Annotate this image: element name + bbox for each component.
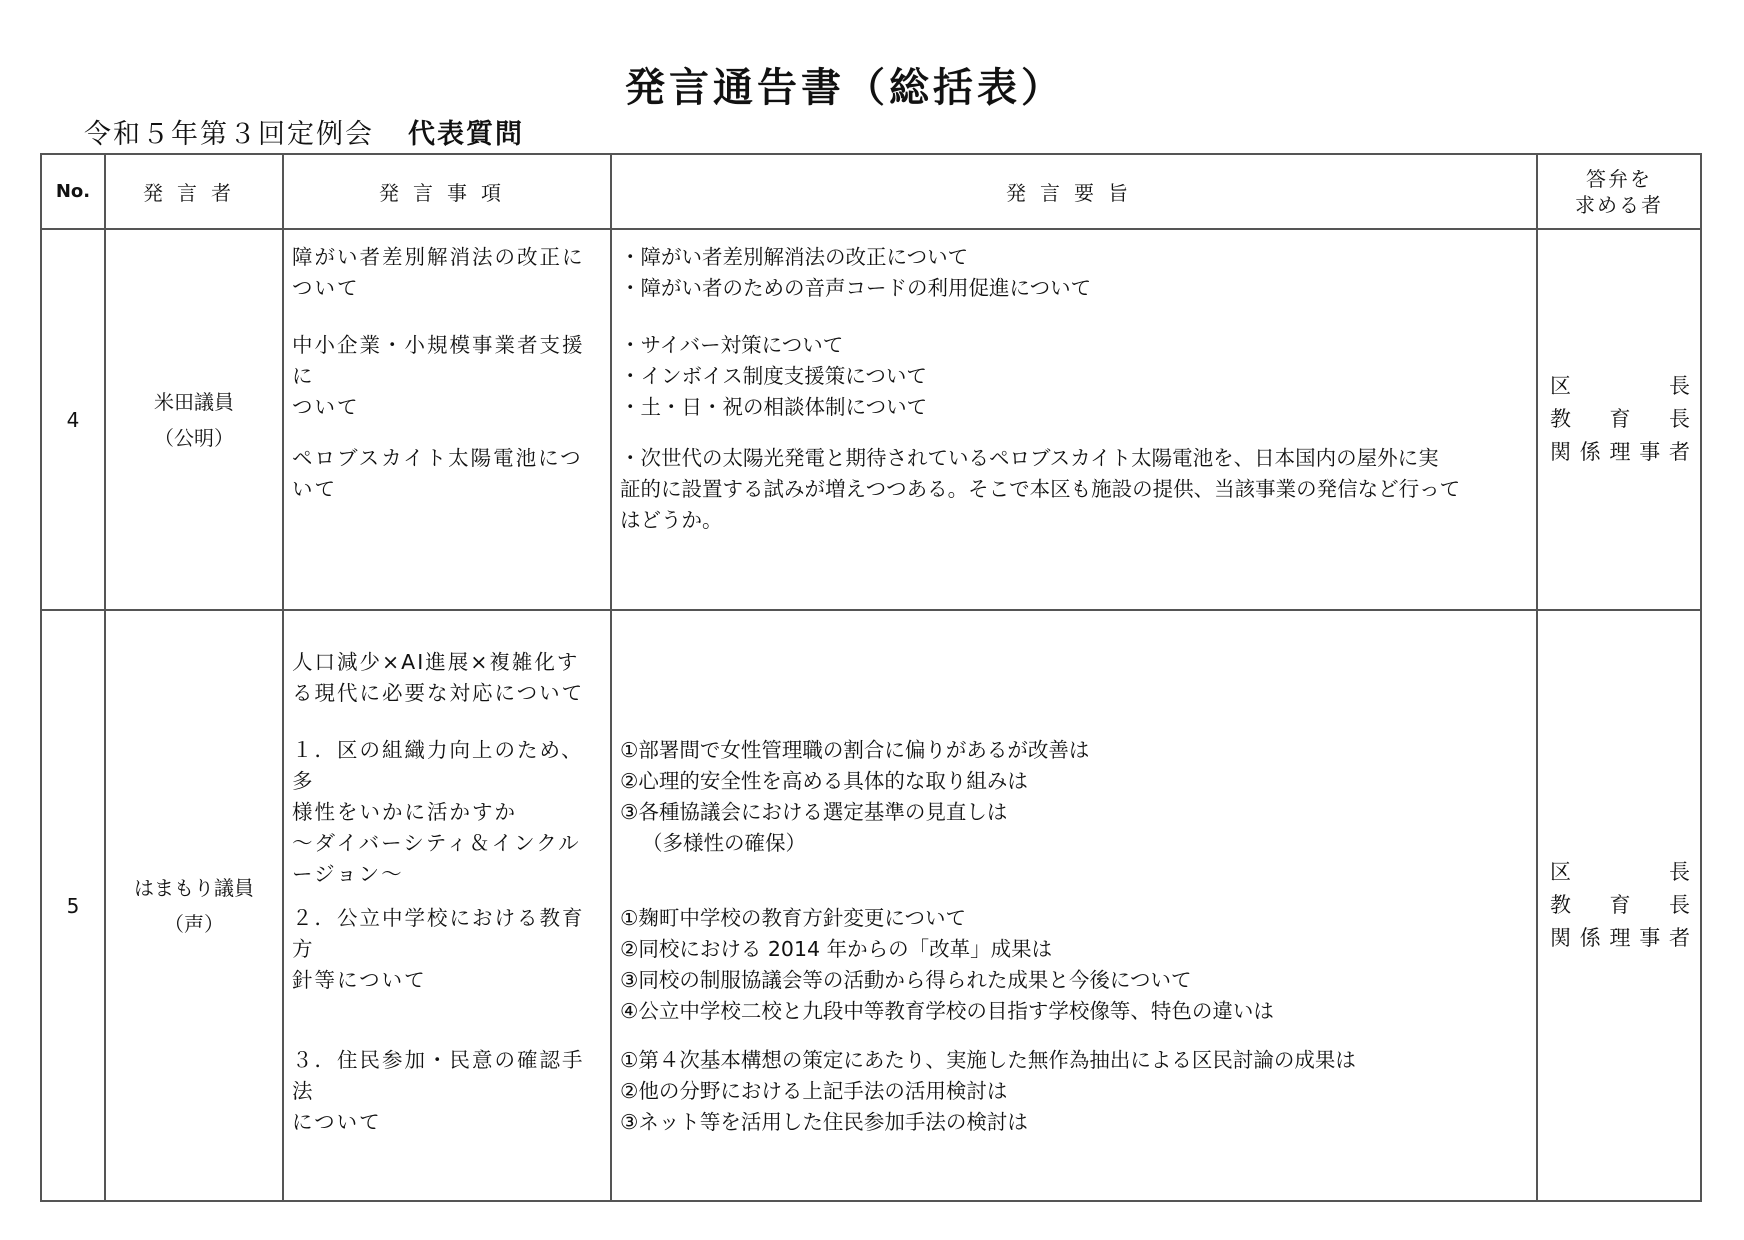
summary-line: ③各種協議会における選定基準の見直しは bbox=[620, 800, 1008, 824]
header-speaker: 発言者 bbox=[105, 154, 283, 229]
items-cell bbox=[283, 229, 611, 610]
session-label: 令和５年第３回定例会 bbox=[84, 119, 374, 150]
speaker-party: （公明） bbox=[154, 425, 234, 450]
question-kind-label: 代表質問 bbox=[408, 119, 524, 150]
items-cell bbox=[283, 610, 611, 1201]
speech-item: ３．住民参加・民意の確認手法 について bbox=[292, 1048, 585, 1134]
speech-item: 人口減少×AI進展×複雑化す る現代に必要な対応について bbox=[292, 650, 585, 705]
summary-group bbox=[620, 443, 1530, 536]
summary-group bbox=[620, 330, 1530, 443]
header-summary: 発言要旨 bbox=[611, 154, 1537, 229]
summary-line: ・障がい者差別解消法の改正について bbox=[620, 245, 969, 269]
respondents-cell bbox=[1537, 610, 1701, 1201]
respondent-mayor: 区 長 bbox=[1550, 374, 1690, 398]
speaker-party: （声） bbox=[164, 911, 224, 936]
speech-item: ペロブスカイト太陽電池につ いて bbox=[292, 446, 583, 501]
summary-line: ①部署間で女性管理職の割合に偏りがあるが改善は bbox=[620, 738, 1090, 762]
respondent-mayor: 区 長 bbox=[1550, 860, 1690, 884]
respondent-directors: 関 係 理 事 者 bbox=[1550, 440, 1690, 464]
summary-line: ・サイバー対策について bbox=[620, 333, 844, 357]
summary-cell bbox=[611, 610, 1537, 1201]
summary-line: ・インボイス制度支援策について bbox=[620, 364, 927, 388]
summary-line: ②心理的安全性を高める具体的な取り組みは bbox=[620, 769, 1028, 793]
summary-spacer bbox=[620, 647, 1530, 735]
summary-line: はどうか。 bbox=[620, 508, 723, 532]
summary-group bbox=[620, 903, 1530, 1045]
row-number: 4 bbox=[41, 229, 105, 610]
header-no: No. bbox=[41, 154, 105, 229]
header-items: 発言事項 bbox=[283, 154, 611, 229]
summary-line: ②同校における 2014 年からの「改革」成果は bbox=[620, 937, 1053, 961]
speaker-cell bbox=[105, 229, 283, 610]
document-subtitle bbox=[84, 112, 524, 151]
summary-group bbox=[620, 735, 1530, 903]
summary-line: 証的に設置する試みが増えつつある。そこで本区も施設の提供、当該事業の発信など行って bbox=[620, 477, 1461, 501]
speech-item: ２．公立中学校における教育方 針等について bbox=[292, 906, 585, 992]
summary-line: ④公立中学校二校と九段中等教育学校の目指す学校像等、特色の違いは bbox=[620, 999, 1274, 1023]
respondent-superintendent: 教 育 長 bbox=[1550, 893, 1690, 917]
speaker-name: はまもり議員 bbox=[134, 875, 254, 900]
summary-group bbox=[620, 1045, 1530, 1138]
speaker-name: 米田議員 bbox=[154, 389, 234, 414]
summary-line: ②他の分野における上記手法の活用検討は bbox=[620, 1079, 1008, 1103]
table-row bbox=[41, 610, 1701, 1201]
summary-line: ・土・日・祝の相談体制について bbox=[620, 395, 928, 419]
summary-cell bbox=[611, 229, 1537, 610]
respondent-directors: 関 係 理 事 者 bbox=[1550, 926, 1690, 950]
summary-line: ・次世代の太陽光発電と期待されているペロブスカイト太陽電池を、日本国内の屋外に実 bbox=[620, 446, 1439, 470]
summary-line: ③ネット等を活用した住民参加手法の検討は bbox=[620, 1110, 1028, 1134]
summary-line: ①第４次基本構想の策定にあたり、実施した無作為抽出による区民討論の成果は bbox=[620, 1048, 1356, 1072]
summary-line: ③同校の制服協議会等の活動から得られた成果と今後について bbox=[620, 968, 1192, 992]
header-respondents: 答弁を 求める者 bbox=[1537, 154, 1701, 229]
document-title: 発言通告書（総括表） bbox=[625, 65, 1065, 111]
respondents-cell bbox=[1537, 229, 1701, 610]
table-row bbox=[41, 229, 1701, 610]
speaker-cell bbox=[105, 610, 283, 1201]
table-header-row bbox=[41, 154, 1701, 229]
summary-line: ・障がい者のための音声コードの利用促進について bbox=[620, 276, 1092, 300]
row-number: 5 bbox=[41, 610, 105, 1201]
speech-item: 障がい者差別解消法の改正に ついて bbox=[292, 245, 585, 300]
summary-line: （多様性の確保） bbox=[642, 831, 806, 855]
respondent-superintendent: 教 育 長 bbox=[1550, 407, 1690, 431]
summary-line: ①麹町中学校の教育方針変更について bbox=[620, 906, 966, 930]
speech-item: １．区の組織力向上のため、多 様性をいかに活かすか ～ダイバーシティ＆インクル ージョン～ bbox=[292, 738, 584, 886]
notice-table bbox=[40, 153, 1702, 1202]
summary-group bbox=[620, 242, 1530, 330]
speech-item: 中小企業・小規模事業者支援に ついて bbox=[292, 333, 585, 419]
